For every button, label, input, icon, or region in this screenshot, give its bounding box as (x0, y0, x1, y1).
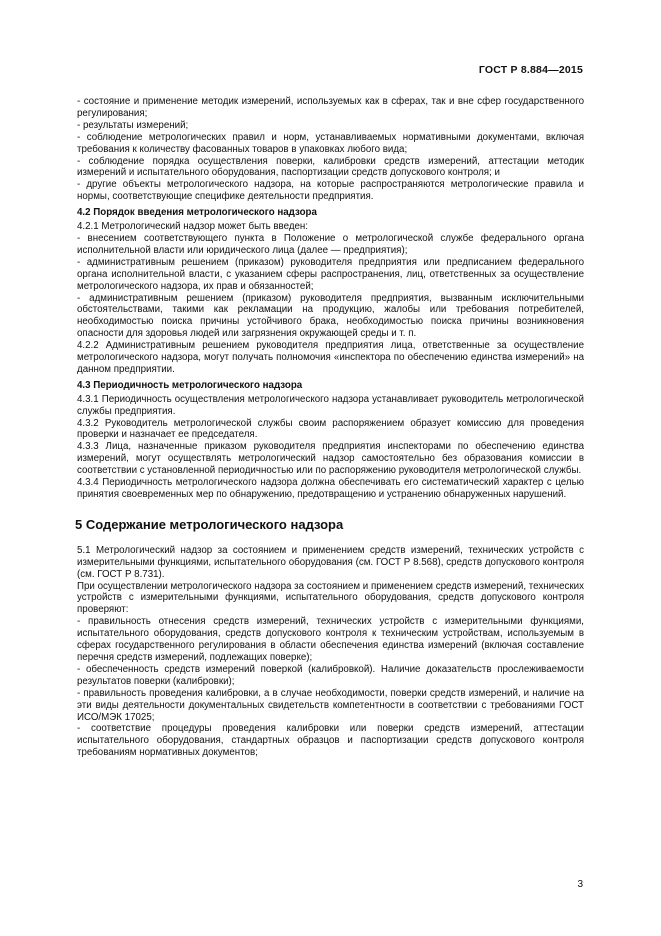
paragraph: - соблюдение метрологических правил и норм, устанавливаемых нормативными документами, включая требования к количеству фасованных товаров в упаковках любого вида; (77, 131, 584, 155)
paragraph: При осуществлении метрологического надзора за состоянием и применением средств измерений, технических устройств с измерительными функциями, испытательного оборудования, средств допускового контроля проверяют: (77, 580, 584, 616)
section-heading-5: 5 Содержание метрологического надзора (75, 516, 344, 532)
paragraph: - соответствие процедуры проведения калибровки или поверки средств измерений, аттестации испытательного оборудования, стандартных образцов и паспортизации средств допускового контроля требованиям нормативных документов; (77, 723, 584, 759)
paragraph: - административным решением (приказом) руководителя предприятия, вызванным исключительными обстоятельствами, такими как рекламации на продукцию, жалобы или требования потребителей, необходимостью поиска причины устойчивого брака, необходимостью поиска причины возникновения опасности для здоровья людей или загрязнения окружающей среды и т. п. (77, 292, 584, 340)
paragraph: 4.2.1 Метрологический надзор может быть введен: (77, 221, 309, 233)
subsection-heading-4-3: 4.3 Периодичность метрологического надзора (77, 379, 303, 391)
paragraph: - правильность проведения калибровки, а в случае необходимости, поверки средств измерений, и наличие на эти виды деятельности документальных свидетельств компетентности в соответствии с требованиями ГОСТ ИСО/МЭК 17025; (77, 687, 584, 723)
subsection-heading-4-2: 4.2 Порядок введения метрологического надзора (77, 207, 317, 219)
page-content (77, 96, 584, 759)
paragraph: 4.2.2 Административным решением руководителя предприятия лица, ответственные за осуществление метрологического надзора, могут получать полномочия «инспектора по обеспечению единства измерений» на данном предприятии. (77, 340, 584, 375)
paragraph: - внесением соответствующего пункта в Положение о метрологической службе федерального органа исполнительной власти или юридического лица (далее — предприятия); (77, 232, 584, 256)
paragraph: - состояние и применение методик измерений, используемых как в сферах, так и вне сфер государственного регулирования; (77, 96, 584, 119)
paragraph: 4.3.2 Руководитель метрологической службы своим распоряжением образует комиссию для проведения проверки и назначает ее председателя. (77, 417, 584, 441)
page-header-doc-code: ГОСТ Р 8.884—2015 (478, 64, 583, 76)
page-number: 3 (577, 879, 583, 890)
paragraph: - соблюдение порядка осуществления поверки, калибровки средств измерений, аттестации методик измерений и испытательного оборудования, паспортизации средств допускового контроля; и (77, 155, 584, 179)
paragraph: 4.3.1 Периодичность осуществления метрологического надзора устанавливает руководитель метрологической службы предприятия. (77, 393, 584, 417)
paragraph: - административным решением (приказом) руководителя предприятия или предписанием федерального органа исполнительной власти, с указанием сферы распространения, лиц, ответственных за осуществление метрологического надзора, их прав и обязанностей; (77, 256, 584, 292)
paragraph: - правильность отнесения средств измерений, технических устройств с измерительными функциями, испытательного оборудования, средств допускового контроля к техническим устройствам, используемым в сферах государственного регулирования в области обеспечения единства измерений (включая составление перечня средств измерений, подлежащих поверке); (77, 616, 584, 663)
paragraph: 5.1 Метрологический надзор за состоянием и применением средств измерений, технических устройств с измерительными функциями, испытательного оборудования (см. ГОСТ Р 8.568), средств допускового контроля (см. ГОСТ Р 8.731). (77, 544, 584, 580)
paragraph: 4.3.3 Лица, назначенные приказом руководителя предприятия инспекторами по обеспечению единства измерений, могут осуществлять метрологический надзор самостоятельно без образования комиссии в соответствии с установленной периодичностью или по распоряжению руководителя метрологической службы. (77, 441, 584, 477)
paragraph: - другие объекты метрологического надзора, на которые распространяются метрологические правила и нормы, соответствующие специфике деятельности предприятия. (77, 179, 584, 203)
paragraph: - обеспеченность средств измерений поверкой (калибровкой). Наличие доказательств прослеживаемости результатов поверки (калибровки); (77, 663, 584, 687)
paragraph: 4.3.4 Периодичность метрологического надзора должна обеспечивать его систематический характер с целью принятия своевременных мер по обнаружению, предотвращению и устранению обнаруженных нарушений. (77, 477, 584, 500)
paragraph: - результаты измерений; (77, 119, 189, 131)
